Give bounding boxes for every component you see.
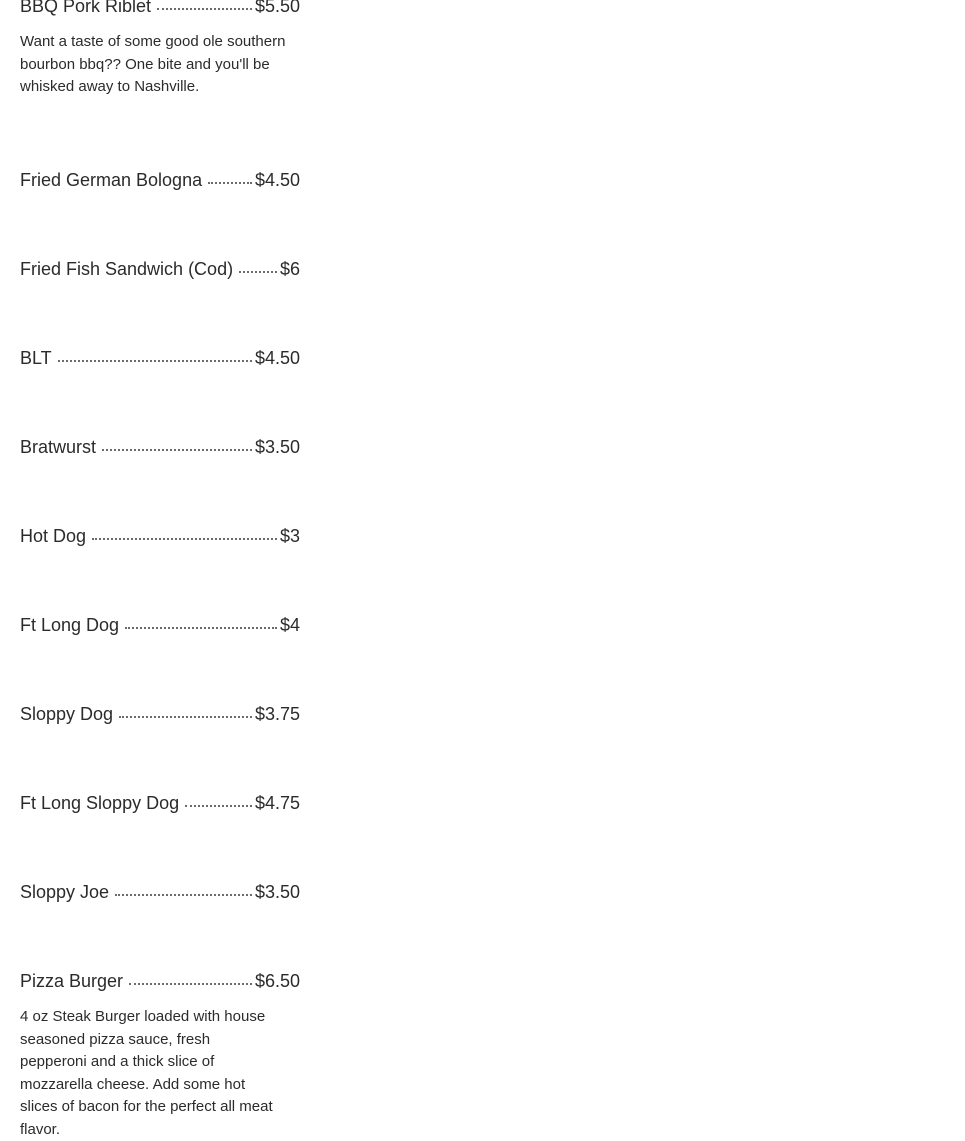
leader-dots: [157, 8, 252, 10]
menu-item-pizza-burger: [20, 969, 300, 1141]
menu-item-row: [20, 791, 300, 815]
menu-item-price: $3: [279, 526, 300, 546]
menu-item-row: [20, 435, 300, 459]
menu-item-row: [20, 257, 300, 281]
menu-item-sloppy-dog: [20, 702, 300, 726]
menu-item-name: Fried Fish Sandwich (Cod): [20, 259, 234, 279]
menu-item-price: $5.50: [254, 0, 300, 16]
leader-dots: [58, 360, 252, 362]
menu-item-ft-long-dog: [20, 613, 300, 637]
menu-item-name: Ft Long Dog: [20, 615, 120, 635]
menu-item-row: [20, 880, 300, 904]
menu-item-row: [20, 702, 300, 726]
menu-item-price: $3.50: [254, 437, 300, 457]
leader-dots: [208, 182, 252, 184]
menu-item-name: BBQ Pork Riblet: [20, 0, 152, 16]
menu-item-price: $4.50: [254, 170, 300, 190]
menu-item-description: 4 oz Steak Burger loaded with house seasoned pizza sauce, fresh pepperoni and a thick slice of mozzarella cheese. Add some hot slices of bacon for the perfect all meat flavor.: [20, 1008, 273, 1138]
menu-item-price: $4: [279, 615, 300, 635]
leader-dots: [119, 716, 252, 718]
menu-item-bbq-pork-riblet: [20, 0, 300, 99]
menu-item-price: $4.75: [254, 793, 300, 813]
menu-item-row: [20, 168, 300, 192]
menu-item-price: $3.75: [254, 704, 300, 724]
menu-item-price: $6.50: [254, 971, 300, 991]
menu-item-price: $4.50: [254, 348, 300, 368]
menu-item-name: Bratwurst: [20, 437, 97, 457]
leader-dots: [125, 627, 277, 629]
leader-dots: [92, 538, 277, 540]
menu-item-sloppy-joe: [20, 880, 300, 904]
leader-dots: [239, 271, 277, 273]
menu-item-row: [20, 969, 300, 993]
menu-item-name: Sloppy Joe: [20, 882, 110, 902]
menu-item-name: Fried German Bologna: [20, 170, 203, 190]
menu-item-name: Hot Dog: [20, 526, 87, 546]
menu-item-row: [20, 524, 300, 548]
leader-dots: [102, 449, 252, 451]
menu-item-name: Sloppy Dog: [20, 704, 114, 724]
menu-item-row: [20, 613, 300, 637]
menu-item-bratwurst: [20, 435, 300, 459]
menu-item-fried-fish-sandwich: [20, 257, 300, 281]
menu-item-row: [20, 0, 300, 18]
menu-item-name: BLT: [20, 348, 52, 368]
menu-item-blt: [20, 346, 300, 370]
menu-item-name: Pizza Burger: [20, 971, 124, 991]
leader-dots: [115, 894, 252, 896]
menu-item-hot-dog: [20, 524, 300, 548]
menu-item-name: Ft Long Sloppy Dog: [20, 793, 180, 813]
leader-dots: [129, 983, 252, 985]
menu-item-description: Want a taste of some good ole southern bourbon bbq?? One bite and you'll be whisked away to Nashville.: [20, 33, 286, 95]
menu-item-price: $3.50: [254, 882, 300, 902]
menu-item-fried-german-bologna: [20, 168, 300, 192]
leader-dots: [185, 805, 252, 807]
menu-item-price: $6: [279, 259, 300, 279]
menu-item-ft-long-sloppy-dog: [20, 791, 300, 815]
menu-item-row: [20, 346, 300, 370]
